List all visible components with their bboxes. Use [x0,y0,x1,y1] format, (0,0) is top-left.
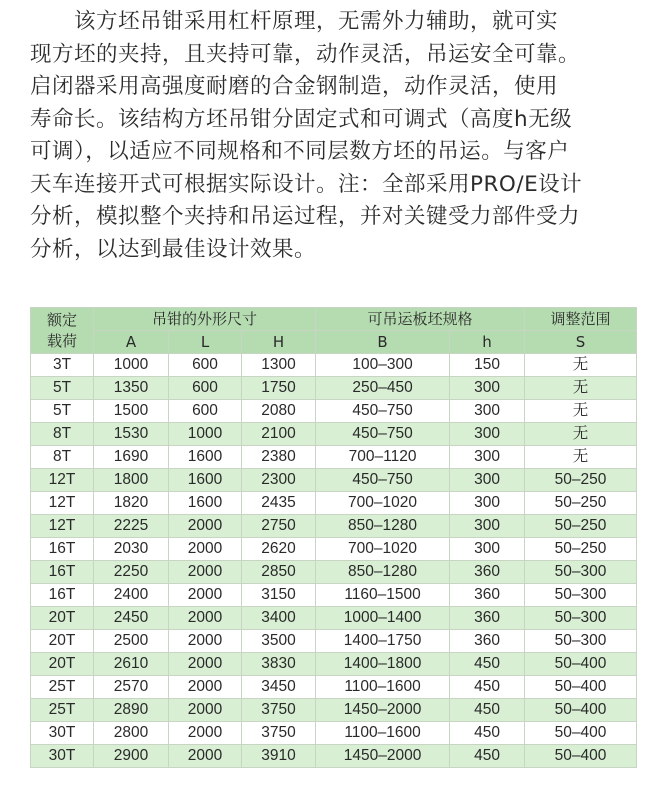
dim-a-cell: 1350 [94,377,169,400]
billet-b-cell: 1450–2000 [316,745,450,768]
adjust-s-cell: 无 [525,377,637,400]
dim-h-cell: 2750 [242,515,316,538]
dim-h-cell: 3450 [242,676,316,699]
dim-a-cell: 2250 [94,561,169,584]
load-cell: 3T [31,354,94,377]
table-row [31,699,637,722]
billet-h-cell: 300 [450,377,525,400]
load-cell: 8T [31,423,94,446]
dim-l-cell: 2000 [169,607,242,630]
intro-line: 可调），以适应不同规格和不同层数方坯的吊运。与客户 [30,139,570,164]
dim-l-cell: 1600 [169,469,242,492]
adjust-s-cell: 无 [525,400,637,423]
table-subheader-row [31,331,637,354]
billet-b-cell: 1000–1400 [316,607,450,630]
dim-l-cell: 2000 [169,561,242,584]
billet-b-cell: 450–750 [316,469,450,492]
billet-b-cell: 1400–1750 [316,630,450,653]
subheader-B: B [316,331,450,354]
load-cell: 5T [31,400,94,423]
dim-h-cell: 3750 [242,699,316,722]
dim-l-cell: 600 [169,354,242,377]
intro-paragraph [30,6,650,266]
dim-l-cell: 2000 [169,722,242,745]
table-row [31,446,637,469]
dim-h-cell: 3910 [242,745,316,768]
dim-a-cell: 1500 [94,400,169,423]
dim-l-cell: 2000 [169,676,242,699]
adjust-s-cell: 50–400 [525,745,637,768]
load-cell: 25T [31,676,94,699]
dim-l-cell: 1000 [169,423,242,446]
table-row [31,630,637,653]
load-cell: 16T [31,561,94,584]
subheader-A: A [94,331,169,354]
billet-b-cell: 850–1280 [316,515,450,538]
intro-line: 分析，模拟整个夹持和吊运过程，并对关键受力部件受力 [30,204,581,229]
intro-line: 该方坯吊钳采用杠杆原理，无需外力辅助，就可实 [30,9,559,34]
adjust-s-cell: 50–250 [525,538,637,561]
dim-h-cell: 3830 [242,653,316,676]
dim-h-cell: 3750 [242,722,316,745]
dim-a-cell: 2030 [94,538,169,561]
header-billet: 可吊运板坯规格 [316,308,525,331]
adjust-s-cell: 50–300 [525,561,637,584]
table-row [31,561,637,584]
billet-h-cell: 450 [450,722,525,745]
load-cell: 25T [31,699,94,722]
dim-a-cell: 2400 [94,584,169,607]
dim-h-cell: 2620 [242,538,316,561]
dim-l-cell: 600 [169,377,242,400]
billet-b-cell: 100–300 [316,354,450,377]
dim-l-cell: 2000 [169,538,242,561]
dim-h-cell: 2380 [242,446,316,469]
dim-a-cell: 2800 [94,722,169,745]
load-cell: 5T [31,377,94,400]
table-row [31,607,637,630]
adjust-s-cell: 50–250 [525,469,637,492]
dim-h-cell: 2080 [242,400,316,423]
adjust-s-cell: 50–300 [525,584,637,607]
dim-a-cell: 1800 [94,469,169,492]
load-cell: 16T [31,584,94,607]
billet-h-cell: 150 [450,354,525,377]
header-dims: 吊钳的外形尺寸 [94,308,316,331]
load-cell: 20T [31,607,94,630]
intro-line: 现方坯的夹持，且夹持可靠，动作灵活，吊运安全可靠。 [30,41,581,67]
subheader-H: H [242,331,316,354]
billet-h-cell: 300 [450,492,525,515]
load-cell: 8T [31,446,94,469]
intro-line: 启闭器采用高强度耐磨的合金钢制造，动作灵活，使用 [30,74,559,99]
load-cell: 12T [31,469,94,492]
billet-h-cell: 360 [450,584,525,607]
load-cell: 30T [31,722,94,745]
billet-h-cell: 300 [450,446,525,469]
adjust-s-cell: 50–400 [525,699,637,722]
table-row [31,722,637,745]
load-cell: 12T [31,492,94,515]
billet-h-cell: 450 [450,699,525,722]
spec-table [30,307,637,768]
dim-h-cell: 3150 [242,584,316,607]
billet-h-cell: 450 [450,676,525,699]
billet-h-cell: 360 [450,630,525,653]
billet-h-cell: 450 [450,745,525,768]
dim-a-cell: 2890 [94,699,169,722]
dim-l-cell: 600 [169,400,242,423]
dim-a-cell: 1530 [94,423,169,446]
adjust-s-cell: 无 [525,446,637,469]
subheader-L: L [169,331,242,354]
table-row [31,469,637,492]
adjust-s-cell: 50–300 [525,607,637,630]
dim-a-cell: 1820 [94,492,169,515]
adjust-s-cell: 50–400 [525,722,637,745]
dim-l-cell: 2000 [169,699,242,722]
table-row [31,492,637,515]
dim-l-cell: 2000 [169,653,242,676]
load-cell: 20T [31,653,94,676]
load-cell: 20T [31,630,94,653]
dim-h-cell: 2300 [242,469,316,492]
intro-line: 寿命长。该结构方坯吊钳分固定式和可调式（高度h无级 [30,106,573,132]
dim-a-cell: 2500 [94,630,169,653]
adjust-s-cell: 无 [525,354,637,377]
dim-a-cell: 2610 [94,653,169,676]
intro-line: 天车连接开式可根据实际设计。注：全部采用PRO/E设计 [30,171,583,197]
billet-b-cell: 1160–1500 [316,584,450,607]
dim-h-cell: 1750 [242,377,316,400]
dim-h-cell: 1300 [242,354,316,377]
table-row [31,584,637,607]
billet-h-cell: 300 [450,423,525,446]
dim-l-cell: 2000 [169,584,242,607]
table-row [31,400,637,423]
dim-a-cell: 2450 [94,607,169,630]
billet-h-cell: 450 [450,653,525,676]
dim-a-cell: 2225 [94,515,169,538]
adjust-s-cell: 无 [525,423,637,446]
billet-b-cell: 450–750 [316,400,450,423]
billet-b-cell: 700–1020 [316,492,450,515]
dim-l-cell: 2000 [169,630,242,653]
dim-h-cell: 3500 [242,630,316,653]
billet-h-cell: 300 [450,515,525,538]
table-header-row [31,308,637,331]
dim-l-cell: 2000 [169,515,242,538]
dim-h-cell: 2850 [242,561,316,584]
dim-a-cell: 2570 [94,676,169,699]
intro-line: 分析，以达到最佳设计效果。 [30,236,317,262]
billet-h-cell: 360 [450,561,525,584]
header-load-line: 额定 [46,310,77,329]
billet-h-cell: 300 [450,469,525,492]
load-cell: 30T [31,745,94,768]
subheader-h: h [450,331,525,354]
table-row [31,538,637,561]
billet-b-cell: 1100–1600 [316,676,450,699]
subheader-S: S [525,331,637,354]
table-row [31,515,637,538]
billet-h-cell: 360 [450,607,525,630]
table-row [31,676,637,699]
table-row [31,377,637,400]
load-cell: 16T [31,538,94,561]
dim-a-cell: 1000 [94,354,169,377]
load-cell: 12T [31,515,94,538]
billet-h-cell: 300 [450,400,525,423]
header-load-line: 载荷 [46,331,77,350]
header-load [31,308,94,354]
dim-a-cell: 1690 [94,446,169,469]
billet-b-cell: 1450–2000 [316,699,450,722]
adjust-s-cell: 50–400 [525,653,637,676]
dim-l-cell: 1600 [169,446,242,469]
adjust-s-cell: 50–250 [525,515,637,538]
dim-h-cell: 2100 [242,423,316,446]
adjust-s-cell: 50–300 [525,630,637,653]
table-row [31,423,637,446]
dim-h-cell: 2435 [242,492,316,515]
table-row [31,745,637,768]
dim-l-cell: 1600 [169,492,242,515]
billet-b-cell: 1100–1600 [316,722,450,745]
table-row [31,653,637,676]
billet-b-cell: 700–1020 [316,538,450,561]
billet-b-cell: 700–1120 [316,446,450,469]
header-adjust: 调整范围 [525,308,637,331]
dim-a-cell: 2900 [94,745,169,768]
adjust-s-cell: 50–250 [525,492,637,515]
billet-b-cell: 450–750 [316,423,450,446]
dim-l-cell: 2000 [169,745,242,768]
table-row [31,354,637,377]
billet-b-cell: 250–450 [316,377,450,400]
adjust-s-cell: 50–400 [525,676,637,699]
billet-b-cell: 850–1280 [316,561,450,584]
billet-b-cell: 1400–1800 [316,653,450,676]
dim-h-cell: 3400 [242,607,316,630]
billet-h-cell: 300 [450,538,525,561]
